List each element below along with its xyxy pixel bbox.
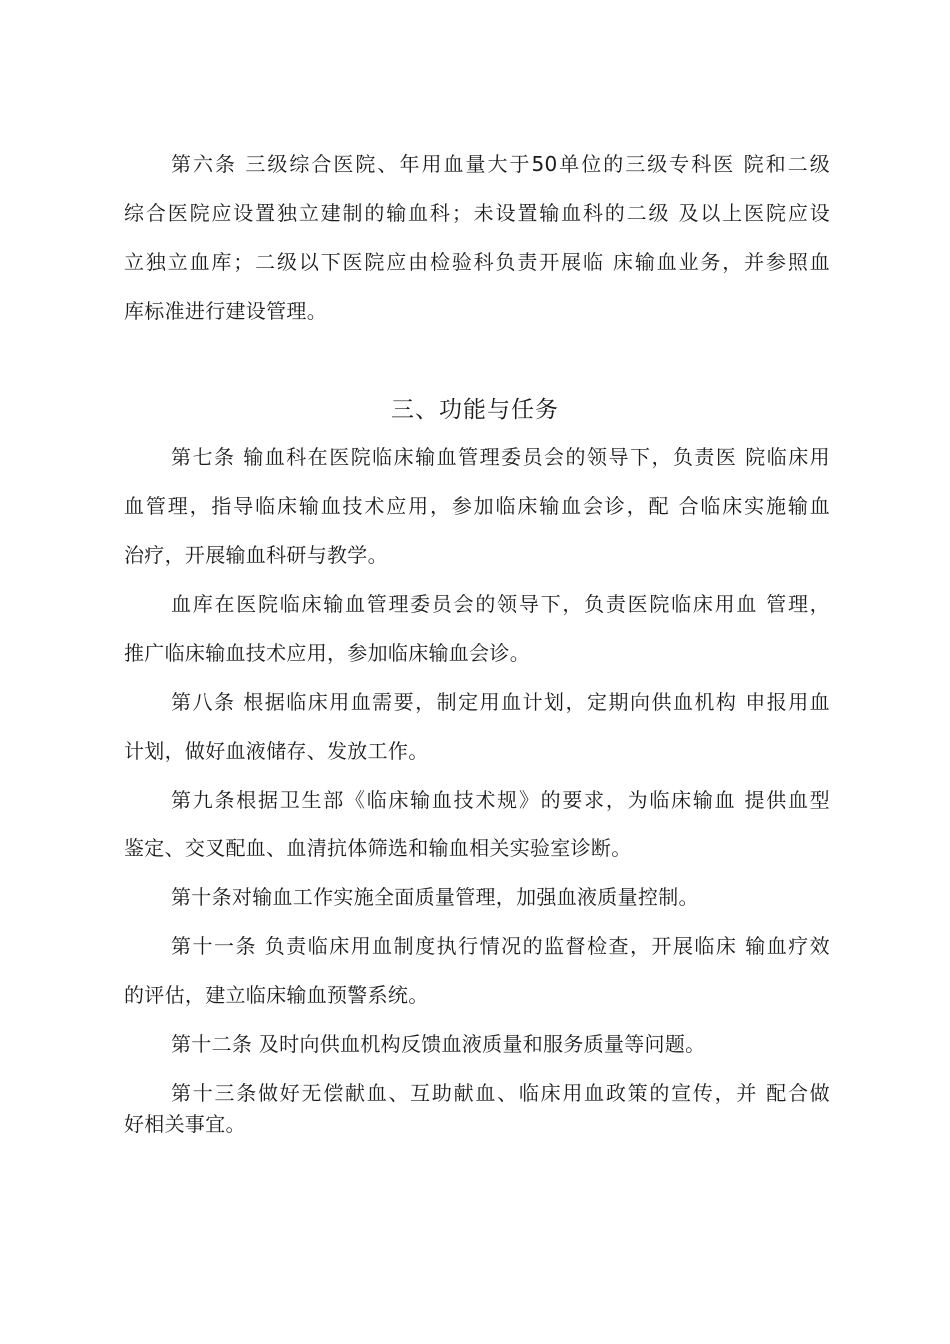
text-line: 治疗，开展输血科研与教学。: [124, 543, 388, 567]
text-line: 第九条根据卫生部《临床输血技术规》的要求，为临床输血 提供血型: [171, 788, 830, 812]
text-line: 第十二条 及时向供血机构反馈血液质量和服务质量等问题。: [171, 1032, 706, 1056]
text-line: 第十条对输血工作实施全面质量管理，加强血液质量控制。: [171, 885, 699, 909]
text-line: 立独立血库；二级以下医院应由检验科负责开展临 床输血业务，并参照血: [124, 250, 830, 274]
text-line: 血库在医院临床输血管理委员会的领导下，负责医院临床用血 管理，: [171, 592, 830, 616]
text-line: 第十一条 负责临床用血制度执行情况的监督检查，开展临床 输血疗效: [171, 934, 830, 958]
text-line: 综合医院应设置独立建制的输血科；未设置输血科的二级 及以上医院应设: [124, 201, 830, 225]
text-line: 鉴定、交叉配血、血清抗体筛选和输血相关实验室诊断。: [124, 836, 632, 860]
text-line: 库标准进行建设管理。: [124, 299, 327, 323]
text-line: 推广临床输血技术应用，参加临床输血会诊。: [124, 641, 530, 665]
text-line: 计划，做好血液储存、发放工作。: [124, 739, 429, 763]
text-line: 第六条 三级综合医院、年用血量大于50单位的三级专科医 院和二级: [171, 152, 830, 176]
section-heading: 三、功能与任务: [391, 397, 559, 423]
text-line: 的评估，建立临床输血预警系统。: [124, 983, 429, 1007]
text-line: 血管理，指导临床输血技术应用，参加临床输血会诊，配 合临床实施输血: [124, 494, 830, 518]
text-line: 第八条 根据临床用血需要，制定用血计划，定期向供血机构 申报用血: [171, 690, 830, 714]
text-line: 第十三条做好无偿献血、互助献血、临床用血政策的宣传，并 配合做: [171, 1081, 830, 1105]
text-line: 好相关事宜。: [124, 1112, 246, 1136]
text-line: 第七条 输血科在医院临床输血管理委员会的领导下，负责医 院临床用: [171, 445, 830, 469]
